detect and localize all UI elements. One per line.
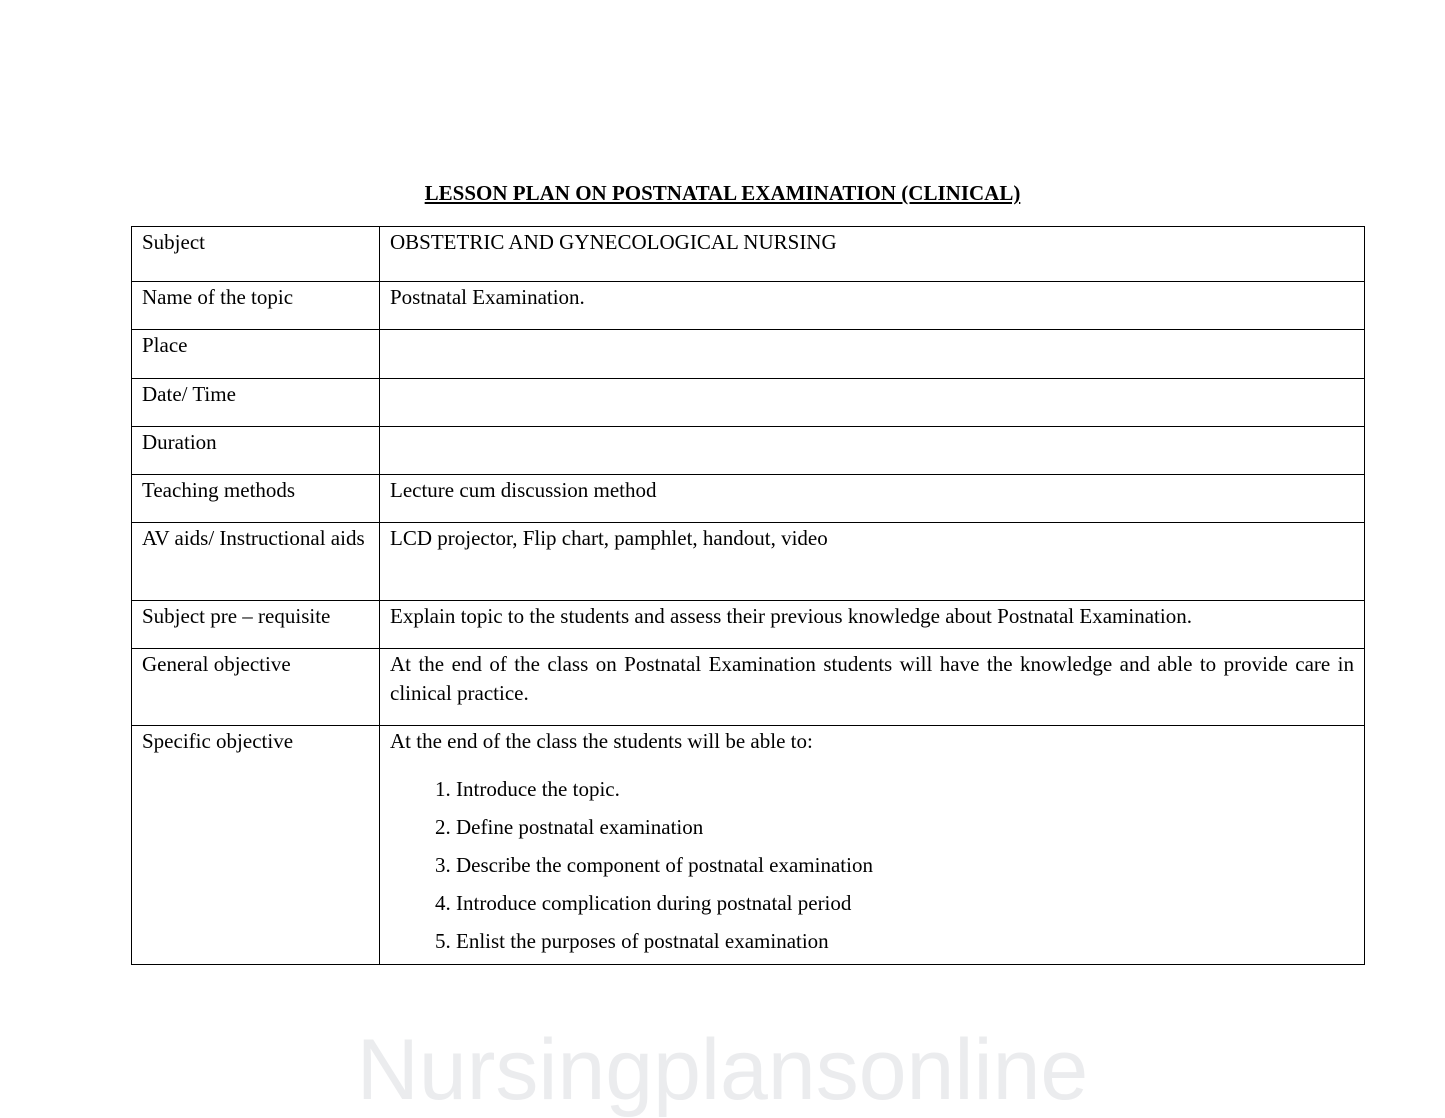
row-label: Subject pre – requisite xyxy=(132,601,380,649)
table-row-date-time xyxy=(132,379,1365,427)
row-value: Explain topic to the students and assess their previous knowledge about Postnatal Examination. xyxy=(380,601,1365,649)
table-row-general-objective xyxy=(132,649,1365,726)
list-item: 5. Enlist the purposes of postnatal examination xyxy=(456,922,1354,960)
table-row-place xyxy=(132,330,1365,379)
list-item: 4. Introduce complication during postnatal period xyxy=(456,884,1354,922)
row-value: Lecture cum discussion method xyxy=(380,475,1365,523)
table-row-teaching-methods xyxy=(132,475,1365,523)
table-row-av-aids xyxy=(132,523,1365,601)
row-value: At the end of the class on Postnatal Examination students will have the knowledge and able to provide care in clinical practice. xyxy=(380,649,1365,726)
row-value: LCD projector, Flip chart, pamphlet, handout, video xyxy=(380,523,1365,601)
row-label: Teaching methods xyxy=(132,475,380,523)
row-value-container xyxy=(380,726,1365,965)
row-value: Postnatal Examination. xyxy=(380,282,1365,330)
row-value: OBSTETRIC AND GYNECOLOGICAL NURSING xyxy=(380,227,1365,282)
row-value xyxy=(380,427,1365,475)
row-value xyxy=(380,330,1365,379)
row-label: Duration xyxy=(132,427,380,475)
table-row-specific-objective xyxy=(132,726,1365,965)
table-row-topic xyxy=(132,282,1365,330)
row-label: AV aids/ Instructional aids xyxy=(132,523,380,601)
row-label: Subject xyxy=(132,227,380,282)
lesson-plan-table xyxy=(131,226,1365,965)
objectives-list xyxy=(390,770,1354,960)
row-label: Place xyxy=(132,330,380,379)
row-label: General objective xyxy=(132,649,380,726)
watermark: Nursingplansonline xyxy=(356,1022,1089,1118)
page-title: LESSON PLAN ON POSTNATAL EXAMINATION (CLINICAL) xyxy=(424,181,1021,205)
row-label: Date/ Time xyxy=(132,379,380,427)
specific-objective-intro: At the end of the class the students will be able to: xyxy=(390,729,813,753)
table-row-duration xyxy=(132,427,1365,475)
list-item: 3. Describe the component of postnatal examination xyxy=(456,846,1354,884)
list-item: 1. Introduce the topic. xyxy=(456,770,1354,808)
list-item: 2. Define postnatal examination xyxy=(456,808,1354,846)
row-label: Name of the topic xyxy=(132,282,380,330)
table-row-prerequisite xyxy=(132,601,1365,649)
row-value xyxy=(380,379,1365,427)
table-row-subject xyxy=(132,227,1365,282)
row-label: Specific objective xyxy=(132,726,380,965)
